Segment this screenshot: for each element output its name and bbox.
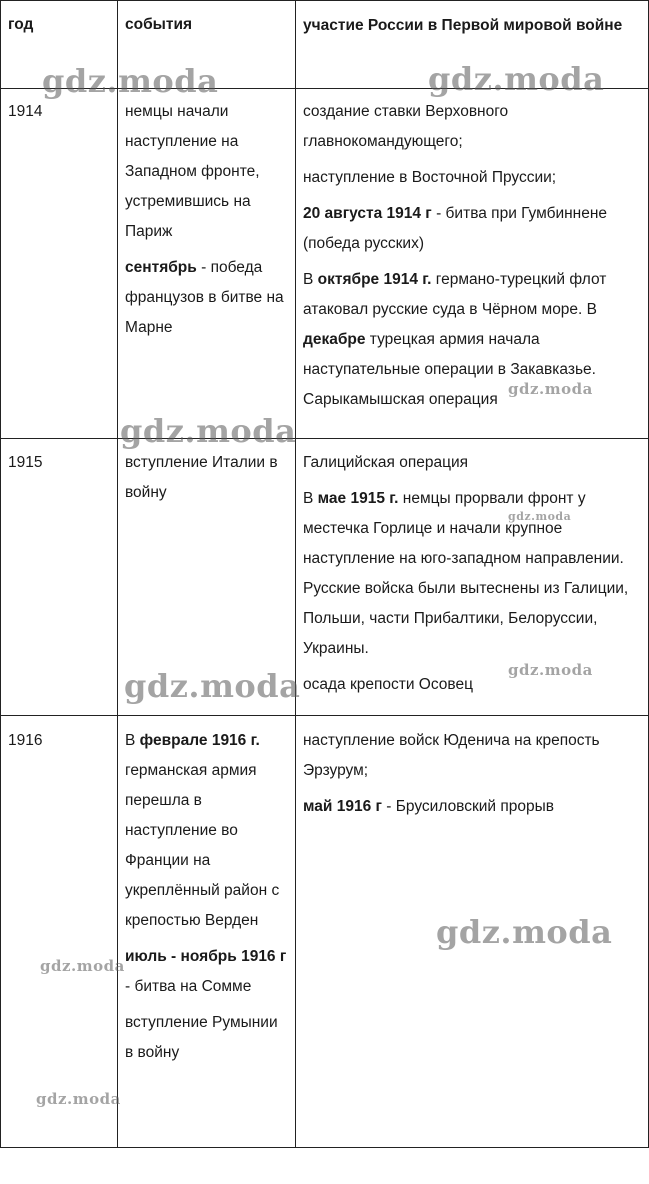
table-border <box>295 0 296 1148</box>
watermark: gdz.moda <box>436 913 613 951</box>
table-border <box>0 1147 649 1148</box>
watermark: gdz.moda <box>508 661 593 679</box>
header-russia: участие России в Первой мировой войне <box>303 17 623 34</box>
watermark: gdz.moda <box>36 1090 121 1108</box>
watermark: gdz.moda <box>42 62 219 100</box>
russia-text: наступление войск Юденича на крепость Эрзурум; <box>303 732 600 779</box>
year-cell: 1914 <box>8 103 43 120</box>
event-text: немцы начали наступление на Западном фронте, устремившись на Париж <box>125 103 260 240</box>
event-text: вступление Румынии в войну <box>125 1014 278 1061</box>
russia-text: 20 августа 1914 г - битва при Гумбиннене (победа русских) <box>303 205 608 252</box>
year-cell: 1915 <box>8 454 43 471</box>
year-cell: 1916 <box>8 732 43 749</box>
events-cell <box>125 448 290 514</box>
watermark: gdz.moda <box>120 412 297 450</box>
table-border <box>0 715 649 716</box>
table-border <box>0 0 1 1148</box>
russia-text: В мае 1915 г. немцы прорвали фронт у местечка Горлице и начали крупное наступление на юго-западном направлении. Русские войска были вытеснены из Галиции, Польши, части Прибалтики, Белоруссии, Украины. <box>303 490 629 657</box>
russia-text: осада крепости Осовец <box>303 676 473 693</box>
russia-text: Галицийская операция <box>303 454 469 471</box>
table-border <box>117 0 118 1148</box>
header-year: год <box>8 16 34 33</box>
watermark: gdz.moda <box>508 510 572 523</box>
events-cell <box>125 726 290 1074</box>
event-text: В феврале 1916 г. германская армия перешла в наступление во Франции на укреплённый район с крепостью Верден <box>125 732 280 929</box>
russia-text: создание ставки Верховного главнокомандующего; <box>303 103 509 150</box>
watermark: gdz.moda <box>508 380 593 398</box>
russia-text: май 1916 г - Брусиловский прорыв <box>303 798 555 815</box>
russia-cell <box>303 726 643 828</box>
watermark: gdz.moda <box>428 60 605 98</box>
events-cell <box>125 97 290 349</box>
event-text: сентябрь - победа французов в битве на Марне <box>125 259 284 336</box>
russia-cell <box>303 97 643 421</box>
table-border <box>0 438 649 439</box>
watermark: gdz.moda <box>124 667 301 705</box>
table-border <box>0 0 649 1</box>
watermark: gdz.moda <box>40 957 125 975</box>
event-text: вступление Италии в войну <box>125 454 278 501</box>
russia-text: наступление в Восточной Пруссии; <box>303 169 557 186</box>
event-text: июль - ноябрь 1916 г - битва на Сомме <box>125 948 287 995</box>
russia-text: В октябре 1914 г. германо-турецкий флот атаковал русские суда в Чёрном море. В декабре турецкая армия начала наступательные операции в Закавказье. Сарыкамышская операция <box>303 271 607 408</box>
header-events: события <box>125 16 193 33</box>
